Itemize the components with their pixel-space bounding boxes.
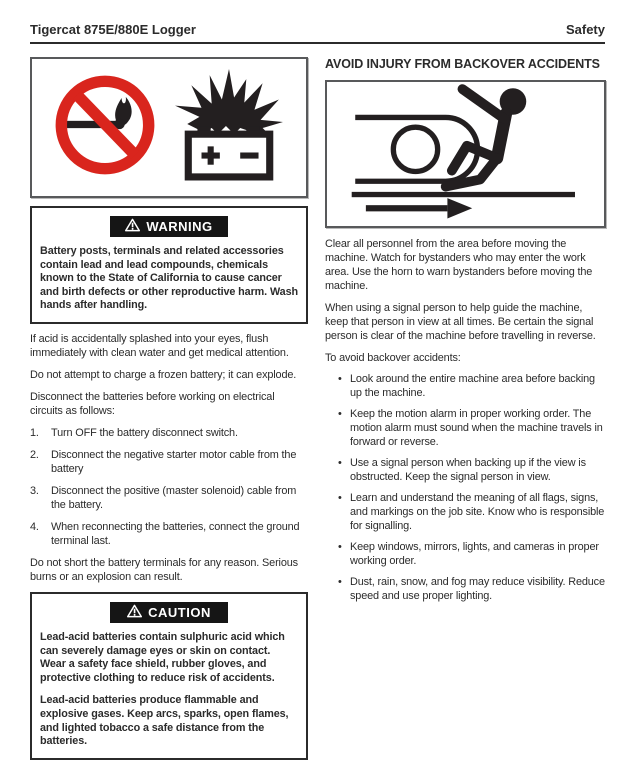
backover-heading: AVOID INJURY FROM BACKOVER ACCIDENTS — [325, 57, 600, 71]
battery-hazard-pictogram-box — [30, 57, 308, 198]
caution-text-2: Lead-acid batteries produce flammable and explosive gases. Keep arcs, sparks, open flames, and lighted tobacco a safe distance from the batteries. — [40, 694, 289, 748]
step-number: 3. — [30, 484, 39, 497]
warning-label: WARNING — [146, 219, 213, 234]
no-open-flames-icon — [53, 73, 157, 182]
bullet-item — [325, 575, 606, 603]
step-number: 2. — [30, 448, 39, 461]
signal-person-paragraph: When using a signal person to help guide the machine, keep that person in view at all times. Be certain the signal person is clear of the machine before travelling in reverse. — [325, 302, 596, 342]
bullet-text: Learn and understand the meaning of all flags, signs, and markings on the job site. Know who is responsible for signalling. — [350, 492, 605, 532]
page-header — [30, 22, 605, 44]
step-number: 4. — [30, 520, 39, 533]
bullet-text: Use a signal person when backing up if the view is obstructed. Keep the signal person in view. — [350, 457, 586, 483]
warning-box — [30, 206, 308, 324]
frozen-battery-paragraph: Do not attempt to charge a frozen battery; it can explode. — [30, 368, 297, 381]
bullet-item — [325, 407, 606, 449]
warning-triangle-icon — [127, 604, 142, 621]
right-column — [325, 57, 606, 760]
warning-text: Battery posts, terminals and related accessories contain lead and lead compounds, chemicals known to the State of California to cause cancer and birth defects or other reproductive harm. Wash hands after handling. — [40, 245, 298, 312]
bullet-marker: • — [338, 492, 342, 504]
bullet-text: Keep the motion alarm in proper working order. The motion alarm must sound when the machine travels in forward or reverse. — [350, 408, 603, 448]
backover-pictogram-box — [325, 80, 606, 228]
left-column — [30, 57, 308, 760]
caution-box — [30, 592, 308, 760]
disconnect-intro-paragraph: Disconnect the batteries before working on electrical circuits as follows: — [30, 390, 275, 417]
backover-hazard-icon — [335, 82, 597, 227]
bullet-text: Dust, rain, snow, and fog may reduce visibility. Reduce speed and use proper lighting. — [350, 576, 605, 602]
caution-band — [110, 602, 228, 623]
avoid-backover-intro: To avoid backover accidents: — [325, 352, 461, 364]
warning-triangle-icon — [125, 218, 140, 235]
bullet-item — [325, 456, 606, 484]
bullet-item — [325, 491, 606, 533]
step-text: Turn OFF the battery disconnect switch. — [51, 426, 238, 439]
warning-band — [110, 216, 228, 237]
document-title: Tigercat 875E/880E Logger — [30, 22, 196, 37]
numbered-step — [30, 448, 308, 476]
section-label: Safety — [565, 22, 605, 37]
bullet-marker: • — [338, 541, 342, 553]
step-text: Disconnect the positive (master solenoid) cable from the battery. — [51, 484, 297, 511]
bullet-marker: • — [338, 408, 342, 420]
content-columns — [30, 57, 605, 760]
bullet-item — [325, 540, 606, 568]
numbered-step — [30, 484, 308, 512]
bullet-text: Look around the entire machine area before backing up the machine. — [350, 373, 595, 399]
exploding-battery-icon — [173, 69, 285, 186]
short-terminals-paragraph: Do not short the battery terminals for any reason. Serious burns or an explosion can result. — [30, 556, 298, 583]
caution-text-1: Lead-acid batteries contain sulphuric acid which can severely damage eyes or skin on contact. Wear a safety face shield, rubber gloves, and protective clothing to reduce risk of accidents. — [40, 630, 285, 684]
clear-personnel-paragraph: Clear all personnel from the area before moving the machine. Watch for bystanders who may enter the work area. Use the horn to warn bystanders before moving the machine. — [325, 238, 593, 292]
bullet-marker: • — [338, 576, 342, 588]
bullet-item — [325, 372, 606, 400]
bullet-marker: • — [338, 373, 342, 385]
bullet-text: Keep windows, mirrors, lights, and cameras in proper working order. — [350, 541, 599, 567]
bullet-marker: • — [338, 457, 342, 469]
caution-label: CAUTION — [148, 604, 211, 620]
numbered-step — [30, 426, 308, 440]
step-text: Disconnect the negative starter motor cable from the battery — [51, 448, 297, 475]
acid-splash-paragraph: If acid is accidentally splashed into your eyes, flush immediately with clean water and get medical attention. — [30, 332, 289, 359]
numbered-step — [30, 520, 308, 548]
step-number: 1. — [30, 426, 39, 439]
step-text: When reconnecting the batteries, connect the ground terminal last. — [51, 520, 300, 547]
